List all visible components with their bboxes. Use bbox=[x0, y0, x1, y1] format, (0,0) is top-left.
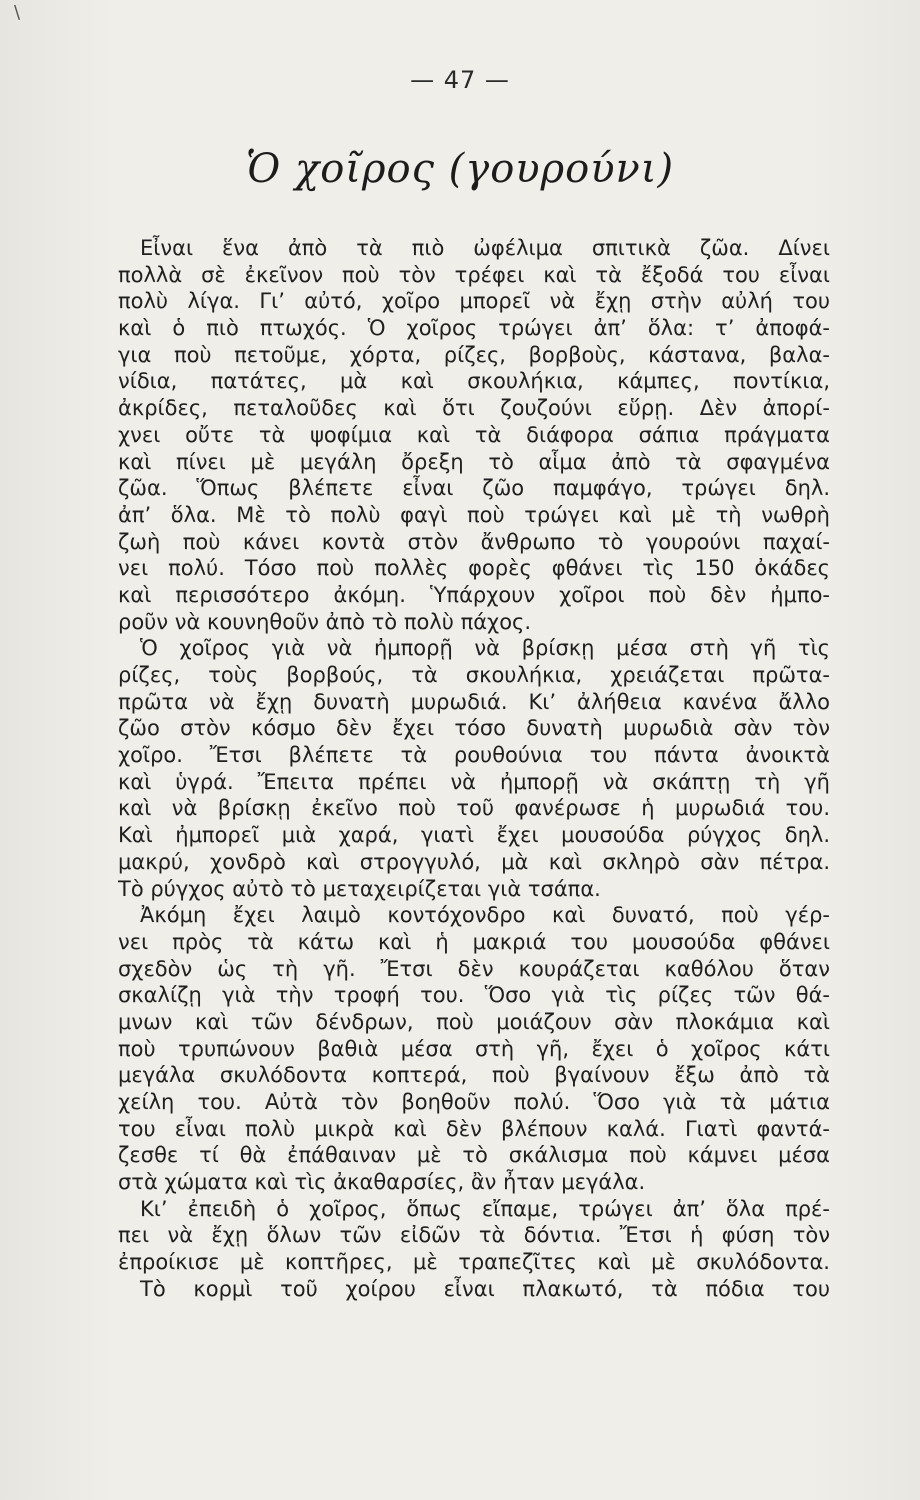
text-line: ρίζες, τοὺς βορβούς, τὰ σκουλήκια, χρειάζεται πρῶτα- bbox=[118, 663, 830, 687]
text-line: πολλὰ σὲ ἐκεῖνον ποὺ τὸν τρέφει καὶ τὰ ἔξοδά του εἶναι bbox=[118, 262, 830, 287]
text-line: ποὺ τρυπώνουν βαθιὰ μέσα στὴ γῆ, ἔχει ὁ χοῖρος κάτι bbox=[118, 1036, 830, 1061]
text-line: ζωὴ ποὺ κάνει κοντὰ στὸν ἄνθρωπο τὸ γουρούνι παχαί- bbox=[118, 529, 830, 554]
text-line: μεγάλα σκυλόδοντα κοπτερά, ποὺ βγαίνουν ἔξω ἀπὸ τὰ bbox=[118, 1063, 830, 1088]
text-line: καὶ πίνει μὲ μεγάλη ὄρεξη τὸ αἷμα ἀπὸ τὰ σφαγμένα bbox=[118, 449, 830, 474]
text-line: καὶ περισσότερο ἀκόμη. Ὑπάρχουν χοῖροι ποὺ δὲν ἠμπο- bbox=[118, 582, 830, 607]
text-line: Ἀκόμη ἔχει λαιμὸ κοντόχονδρο καὶ δυνατό, ποὺ γέρ- bbox=[140, 903, 830, 928]
text-line: πολὺ λίγα. Γι’ αὐτό, χοῖρο μπορεῖ νὰ ἔχῃ στὴν αὐλή του bbox=[118, 289, 830, 314]
text-line: Καὶ ἠμπορεῖ μιὰ χαρά, γιατὶ ἔχει μουσούδα ρύγχος δηλ. bbox=[118, 823, 830, 848]
text-line: σχεδὸν ὡς τὴ γῆ. Ἔτσι δὲν κουράζεται καθόλου ὅταν bbox=[118, 956, 830, 981]
text-line: χείλη του. Αὐτὰ τὸν βοηθοῦν πολύ. Ὅσο γιὰ τὰ μάτια bbox=[118, 1090, 830, 1114]
text-line: Κι’ ἐπειδὴ ὁ χοῖρος, ὅπως εἴπαμε, τρώγει ἀπ’ ὅλα πρέ- bbox=[140, 1196, 830, 1221]
text-line: ἐπροίκισε μὲ κοπτῆρες, μὲ τραπεζῖτες καὶ μὲ σκυλόδοντα. bbox=[118, 1250, 830, 1275]
text-line: καὶ ὁ πιὸ πτωχός. Ὁ χοῖρος τρώγει ἀπ’ ὅλα: τ’ ἀποφά- bbox=[118, 316, 830, 341]
text-line: καὶ ὑγρά. Ἔπειτα πρέπει νὰ ἠμπορῇ νὰ σκάπτῃ τὴ γῆ bbox=[118, 769, 830, 794]
page-edge-mark: \ bbox=[14, 2, 21, 23]
text-line: ζῶα. Ὅπως βλέπετε εἶναι ζῶο παμφάγο, τρώγει δηλ. bbox=[118, 476, 830, 501]
text-line: νει πολύ. Τόσο ποὺ πολλὲς φορὲς φθάνει τὶς 150 ὀκάδες bbox=[118, 556, 830, 581]
text-line: ἀπ’ ὅλα. Μὲ τὸ πολὺ φαγὶ ποὺ τρώγει καὶ μὲ τὴ νωθρὴ bbox=[118, 502, 830, 527]
text-line: χνει οὔτε τὰ ψοφίμια καὶ τὰ διάφορα σάπια πράγματα bbox=[118, 422, 830, 447]
chapter-title: Ὁ χοῖρος (γουρούνι) bbox=[245, 146, 675, 192]
text-line: Τὸ ρύγχος αὐτὸ τὸ μεταχειρίζεται γιὰ τσάπα. bbox=[118, 876, 601, 901]
text-line: καὶ νὰ βρίσκῃ ἐκεῖνο ποὺ τοῦ φανέρωσε ἡ μυρωδιά του. bbox=[118, 796, 830, 821]
text-line: νει πρὸς τὰ κάτω καὶ ἡ μακριά του μουσούδα φθάνει bbox=[118, 929, 830, 954]
text-line: για ποὺ πετοῦμε, χόρτα, ρίζες, βορβοὺς, κάστανα, βαλα- bbox=[118, 342, 830, 367]
text-line: στὰ χώματα καὶ τὶς ἀκαθαρσίες, ἂν ἦταν μεγάλα. bbox=[118, 1170, 646, 1195]
text-line: ζεσθε τί θὰ ἐπάθαιναν μὲ τὸ σκάλισμα ποὺ κάμνει μέσα bbox=[118, 1143, 830, 1168]
text-line: πει νὰ ἔχῃ ὅλων τῶν εἰδῶν τὰ δόντια. Ἔτσι ἡ φύση τὸν bbox=[118, 1223, 830, 1248]
text-line: Ὁ χοῖρος γιὰ νὰ ἠμπορῇ νὰ βρίσκῃ μέσα στὴ γῆ τὶς bbox=[140, 636, 830, 661]
text-line: Τὸ κορμὶ τοῦ χοίρου εἶναι πλακωτό, τὰ πόδια του bbox=[140, 1276, 830, 1301]
text-line: ζῶο στὸν κόσμο δὲν ἔχει τόσο δυνατὴ μυρωδιὰ σὰν τὸν bbox=[118, 716, 830, 741]
text-line: μνων καὶ τῶν δένδρων, ποὺ μοιάζουν σὰν πλοκάμια καὶ bbox=[118, 1009, 830, 1034]
text-line: μακρύ, χονδρὸ καὶ στρογγυλό, μὰ καὶ σκληρὸ σὰν πέτρα. bbox=[118, 849, 830, 874]
text-line: σκαλίζῃ γιὰ τὴν τροφή του. Ὅσο γιὰ τὶς ρίζες τῶν θά- bbox=[118, 983, 830, 1008]
body-text bbox=[118, 235, 830, 1303]
text-line: ἀκρίδες, πεταλοῦδες καὶ ὅτι ζουζούνι εὕρῃ. Δὲν ἀπορί- bbox=[118, 396, 830, 421]
text-line: Εἶναι ἕνα ἀπὸ τὰ πιὸ ὠφέλιμα σπιτικὰ ζῶα. Δίνει bbox=[140, 236, 830, 260]
text-line: του εἶναι πολὺ μικρὰ καὶ δὲν βλέπουν καλά. Γιατὶ φαντά- bbox=[118, 1116, 830, 1141]
text-line: ροῦν νὰ κουνηθοῦν ἀπὸ τὸ πολὺ πάχος. bbox=[118, 609, 532, 634]
text-line: πρῶτα νὰ ἔχῃ δυνατὴ μυρωδιά. Κι’ ἀλήθεια κανένα ἄλλο bbox=[118, 689, 830, 714]
page-number: — 47 — bbox=[410, 66, 510, 94]
text-line: χοῖρο. Ἔτσι βλέπετε τὰ ρουθούνια του πάντα ἀνοικτὰ bbox=[118, 743, 830, 768]
text-line: νίδια, πατάτες, μὰ καὶ σκουλήκια, κάμπες, ποντίκια, bbox=[118, 369, 830, 394]
